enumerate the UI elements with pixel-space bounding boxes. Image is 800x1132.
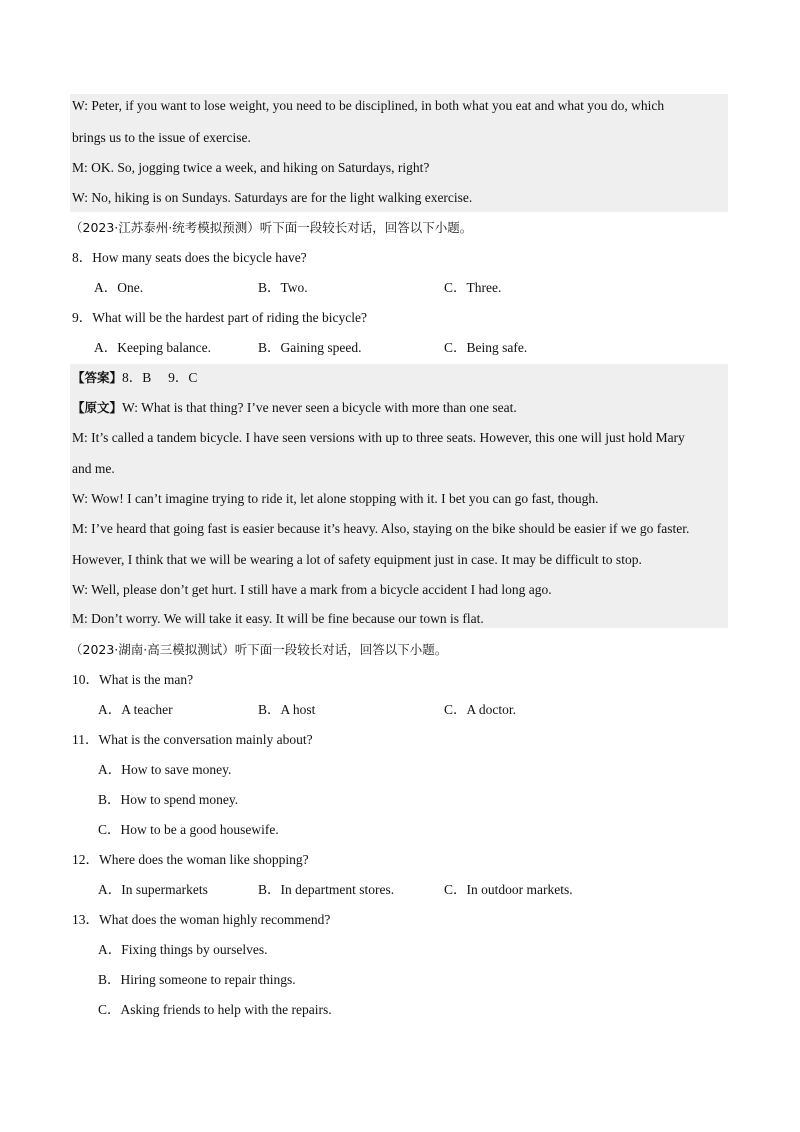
option-11a: A．How to save money. — [98, 762, 232, 777]
original-tag: 【原文】 — [72, 400, 123, 415]
transcript-line: M: Don’t worry. We will take it easy. It will be fine because our town is flat. — [72, 611, 484, 626]
option-10a: A．A teacher — [98, 702, 173, 717]
option-11c: C．How to be a good housewife. — [98, 822, 279, 837]
transcript-line: M: I’ve heard that going fast is easier because it’s heavy. Also, staying on the bike should be easier if we go faster. — [72, 521, 690, 536]
question-9: 9．What will be the hardest part of riding the bicycle? — [72, 310, 368, 325]
answer-line — [72, 368, 197, 388]
option-13b: B．Hiring someone to repair things. — [98, 972, 296, 987]
answer-text: 8．B 9．C — [122, 370, 198, 385]
option-13c: C．Asking friends to help with the repairs. — [98, 1002, 332, 1017]
original-line — [72, 398, 517, 418]
option-9a: A．Keeping balance. — [94, 340, 211, 355]
option-11b: B．How to spend money. — [98, 792, 239, 807]
transcript-line: and me. — [72, 461, 115, 476]
option-9c: C．Being safe. — [444, 340, 528, 355]
option-8a: A．One. — [94, 280, 144, 295]
question-8: 8．How many seats does the bicycle have? — [72, 250, 307, 265]
option-8c: C．Three. — [444, 280, 502, 295]
option-8b: B．Two. — [258, 280, 308, 295]
transcript-line: W: Wow! I can’t imagine trying to ride it, let alone stopping with it. I bet you can go fast, though. — [72, 491, 599, 506]
option-12a: A．In supermarkets — [98, 882, 208, 897]
answer-tag: 【答案】 — [72, 370, 123, 385]
transcript-line: M: It’s called a tandem bicycle. I have seen versions with up to three seats. However, this one will just hold Mary — [72, 430, 685, 445]
transcript-line: W: What is that thing? I’ve never seen a bicycle with more than one seat. — [122, 400, 517, 415]
transcript-line: W: Peter, if you want to lose weight, you need to be disciplined, in both what you eat and what you do, which — [72, 98, 665, 113]
option-10b: B．A host — [258, 702, 316, 717]
option-12c: C．In outdoor markets. — [444, 882, 573, 897]
section-header: （2023·湖南·高三模拟测试）听下面一段较长对话，回答以下小题。 — [70, 642, 448, 657]
transcript-line: W: Well, please don’t get hurt. I still have a mark from a bicycle accident I had long ago. — [72, 582, 552, 597]
question-12: 12．Where does the woman like shopping? — [72, 852, 309, 867]
transcript-line: M: OK. So, jogging twice a week, and hiking on Saturdays, right? — [72, 160, 430, 175]
question-11: 11．What is the conversation mainly about? — [72, 732, 313, 747]
question-13: 13．What does the woman highly recommend? — [72, 912, 331, 927]
section-header: （2023·江苏泰州·统考模拟预测）听下面一段较长对话，回答以下小题。 — [70, 220, 473, 235]
option-13a: A．Fixing things by ourselves. — [98, 942, 268, 957]
option-10c: C．A doctor. — [444, 702, 517, 717]
transcript-line: brings us to the issue of exercise. — [72, 130, 251, 145]
transcript-line: However, I think that we will be wearing a lot of safety equipment just in case. It may be difficult to stop. — [72, 552, 642, 567]
option-9b: B．Gaining speed. — [258, 340, 362, 355]
question-10: 10．What is the man? — [72, 672, 194, 687]
transcript-line: W: No, hiking is on Sundays. Saturdays are for the light walking exercise. — [72, 190, 473, 205]
option-12b: B．In department stores. — [258, 882, 395, 897]
